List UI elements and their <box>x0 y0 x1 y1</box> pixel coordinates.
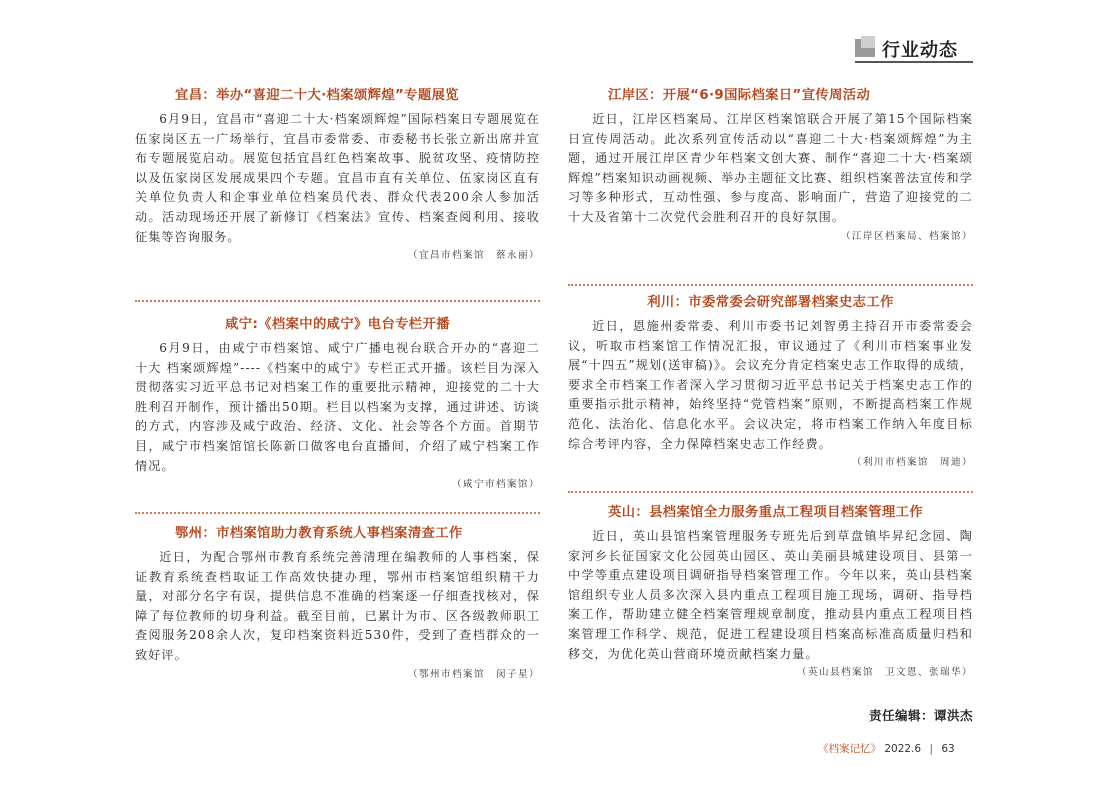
article-divider <box>568 284 973 286</box>
article-ezhou <box>135 524 540 684</box>
article-source: （鄂州市档案馆 闵子星） <box>407 668 540 680</box>
article-source: （英山县档案馆 卫文恩、张瑞华） <box>796 667 973 679</box>
article-body: 近日，江岸区档案局、江岸区档案馆联合开展了第15个国际档案日宣传周活动。此次系列宣传活动以“喜迎二十大·档案颂辉煌”为主题，通过开展江岸区青少年档案文创大赛、制作“喜迎二十大·档案颂辉煌”档案知识动画视频、举办主题征文比赛、组织档案普法宣传和学习等多种形式，互动性强、参与度高、影响面广，营造了迎接党的二十大及省第十二次党代会胜利召开的良好氛围。 <box>568 112 973 224</box>
footer-separator: | <box>929 743 933 755</box>
section-header <box>855 36 975 62</box>
page-footer <box>818 741 978 756</box>
article-source: （利川市档案馆 周迪） <box>851 457 973 469</box>
article-title: 江岸区：开展“6·9国际档案日”宣传周活动 <box>608 88 871 103</box>
article-title: 英山：县档案馆全力服务重点工程项目档案管理工作 <box>608 505 924 520</box>
article-source: （江岸区档案局、档案馆） <box>840 230 973 242</box>
header-mark-accent <box>861 36 875 48</box>
article-jiangan <box>568 86 973 246</box>
article-yingshan <box>568 503 973 682</box>
issue-number: 2022.6 <box>884 743 922 755</box>
article-body: 近日，恩施州委常委、利川市委书记刘智勇主持召开市委常委会议，听取市档案馆工作情况汇报，审议通过了《利川市档案事业发展“十四五”规划(送审稿)》。会议充分肯定档案史志工作取得的成绩，要求全市档案工作者深入学习贯彻习近平总书记关于档案史志工作的重要指示批示精神，始终坚持“党管档案”原则，不断提高档案工作规范化、法治化、信息化水平。会议决定，将市档案工作纳入年度目标综合考评内容，全力保障档案史志工作经费。 <box>568 319 973 451</box>
responsible-editor: 责任编辑：谭洪杰 <box>868 708 973 723</box>
article-source: （咸宁市档案馆） <box>451 479 540 491</box>
article-body: 近日，英山县馆档案管理服务专班先后到草盘镇毕昇纪念园、陶家河乡长征国家文化公园英山园区、英山美丽县城建设项目、县第一中学等重点建设项目调研指导档案管理工作。今年以来，英山县档案馆组织专业人员多次深入县内重点工程项目施工现场，调研、指导档案工作，帮助建立健全档案管理规章制度，推动县内重点工程项目档案管理工作科学、规范，促进工程建设项目档案高标准高质量归档和移交，为优化英山营商环境贡献档案力量。 <box>568 529 973 661</box>
article-body: 近日，为配合鄂州市教育系统完善清理在编教师的人事档案，保证教育系统查档取证工作高效快捷办理，鄂州市档案馆组织精干力量，对部分名字有误，提供信息不准确的档案逐一仔细查找核对，保障了每位教师的切身利益。截至目前，已累计为市、区各级教师职工查阅服务208余人次，复印档案资料近530件，受到了查档群众的一致好评。 <box>135 550 540 662</box>
article-title: 咸宁:《档案中的咸宁》电台专栏开播 <box>225 317 450 332</box>
article-body: 6月9日，由咸宁市档案馆、咸宁广播电视台联合开办的“喜迎二十大 档案颂辉煌”----《档案中的咸宁》专栏正式开播。该栏目为深入贯彻落实习近平总书记对档案工作的重要批示精神，迎接党的二十大胜利召开制作，预计播出50期。栏目以档案为支撑，通过讲述、访谈的方式，内容涉及咸宁政治、经济、文化、社会等各个方面。首期节目，咸宁市档案馆馆长陈新口做客电台直播间，介绍了咸宁档案工作情况。 <box>135 341 540 473</box>
article-divider <box>135 300 540 302</box>
article-title: 利川：市委常委会研究部署档案史志工作 <box>647 295 894 310</box>
article-source: （宜昌市档案馆 蔡永丽） <box>407 250 540 262</box>
magazine-name: 《档案记忆》 <box>818 743 881 755</box>
header-rule <box>855 61 973 63</box>
section-title: 行业动态 <box>882 40 958 61</box>
page-number: 63 <box>941 743 955 755</box>
article-lichuan <box>568 293 973 472</box>
article-body: 6月9日，宜昌市“喜迎二十大·档案颂辉煌”国际档案日专题展览在伍家岗区五一广场举行，宜昌市委常委、市委秘书长张立新出席并宣布专题展览启动。展览包括宜昌红色档案故事、脱贫攻坚、疫情防控以及伍家岗区发展成果四个专题。宜昌市直有关单位、伍家岗区直有关单位负责人和企事业单位档案员代表、群众代表200余人参加活动。活动现场还开展了新修订《档案法》宣传、档案查阅利用、接收征集等咨询服务。 <box>135 112 540 244</box>
article-divider <box>568 491 973 493</box>
article-title: 鄂州：市档案馆助力教育系统人事档案清查工作 <box>175 526 463 541</box>
article-yichang <box>135 86 540 265</box>
article-title: 宜昌：举办“喜迎二十大·档案颂辉煌”专题展览 <box>175 88 459 103</box>
article-xianning <box>135 315 540 494</box>
article-divider <box>135 512 540 514</box>
